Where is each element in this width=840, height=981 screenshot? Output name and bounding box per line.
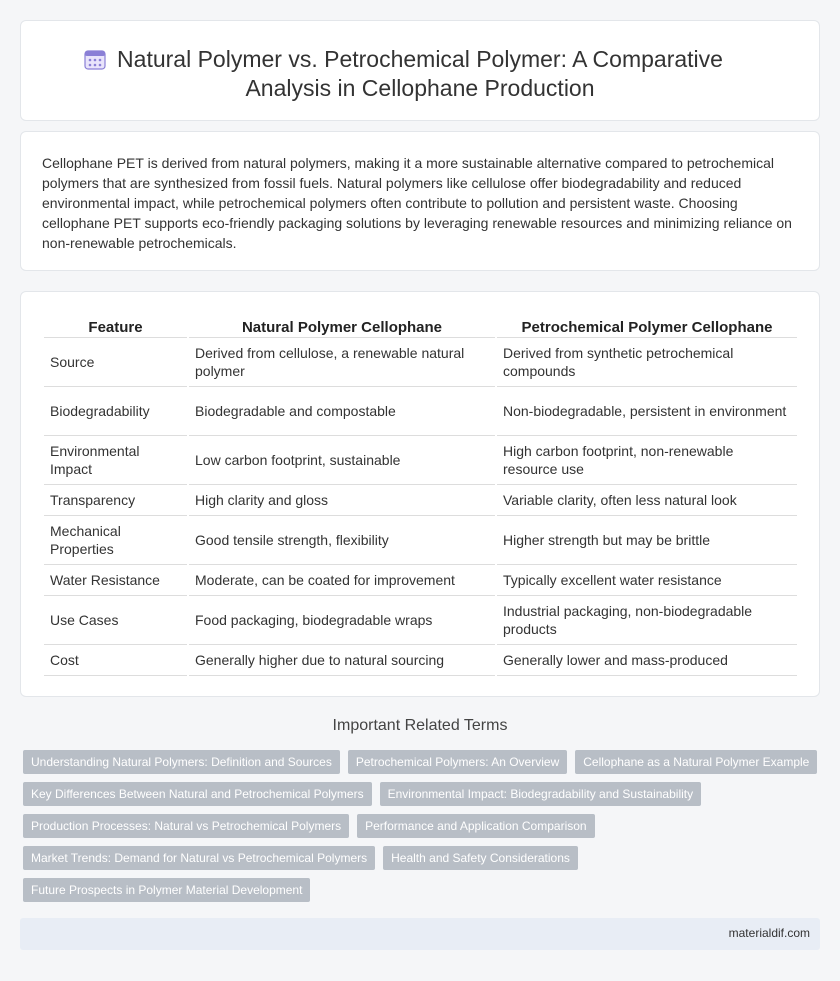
table-cell: Non-biodegradable, persistent in environment (497, 387, 797, 436)
table-row (44, 645, 797, 676)
title-card (20, 20, 820, 121)
table-cell: Environmental Impact (44, 436, 187, 485)
table-row (44, 338, 797, 387)
table-cell: Typically excellent water resistance (497, 565, 797, 596)
table-row (44, 485, 797, 516)
page-title: Natural Polymer vs. Petrochemical Polymer: A Comparative Analysis in Cellophane Production (117, 46, 723, 101)
table-row (44, 565, 797, 596)
related-term-link[interactable]: Future Prospects in Polymer Material Development (23, 878, 310, 902)
table-cell: Mechanical Properties (44, 516, 187, 565)
table-row (44, 516, 797, 565)
table-cell: Transparency (44, 485, 187, 516)
table-cell: High clarity and gloss (189, 485, 495, 516)
table-cell: Food packaging, biodegradable wraps (189, 596, 495, 645)
related-terms-heading: Important Related Terms (332, 717, 508, 734)
table-cell: Good tensile strength, flexibility (189, 516, 495, 565)
related-term-link[interactable]: Cellophane as a Natural Polymer Example (575, 750, 817, 774)
related-term-link[interactable]: Performance and Application Comparison (357, 814, 594, 838)
table-cell: Biodegradability (44, 387, 187, 436)
table-cell: Low carbon footprint, sustainable (189, 436, 495, 485)
table-cell: Derived from synthetic petrochemical compounds (497, 338, 797, 387)
footer-site-link[interactable]: materialdif.com (728, 926, 810, 940)
table-cell: Variable clarity, often less natural look (497, 485, 797, 516)
table-cell: Water Resistance (44, 565, 187, 596)
header-natural: Natural Polymer Cellophane (189, 314, 495, 338)
intro-paragraph: Cellophane PET is derived from natural polymers, making it a more sustainable alternative compared to petrochemical polymers that are synthesized from fossil fuels. Natural polymers like cellulose offer biodegradability and reduced environmental impact, while petrochemical polymers often contribute to pollution and persistent waste. Choosing cellophane PET supports eco-friendly packaging solutions by leveraging renewable resources and minimizing reliance on non-renewable petrochemicals. (42, 155, 792, 251)
related-term-link[interactable]: Petrochemical Polymers: An Overview (348, 750, 567, 774)
related-term-link[interactable]: Key Differences Between Natural and Petrochemical Polymers (23, 782, 372, 806)
table-cell: Generally higher due to natural sourcing (189, 645, 495, 676)
table-cell: Use Cases (44, 596, 187, 645)
table-cell: Generally lower and mass-produced (497, 645, 797, 676)
related-term-link[interactable]: Market Trends: Demand for Natural vs Petrochemical Polymers (23, 846, 375, 870)
related-terms-list (23, 750, 823, 902)
comparison-table-card (20, 291, 820, 697)
table-cell: High carbon footprint, non-renewable resource use (497, 436, 797, 485)
table-cell: Cost (44, 645, 187, 676)
related-term-link[interactable]: Environmental Impact: Biodegradability and Sustainability (380, 782, 702, 806)
table-row (44, 387, 797, 436)
table-row (44, 436, 797, 485)
related-term-link[interactable]: Health and Safety Considerations (383, 846, 578, 870)
table-cell: Source (44, 338, 187, 387)
footer (20, 918, 820, 950)
table-cell: Industrial packaging, non-biodegradable products (497, 596, 797, 645)
table-cell: Derived from cellulose, a renewable natural polymer (189, 338, 495, 387)
table-header-row (44, 314, 797, 338)
table-cell: Biodegradable and compostable (189, 387, 495, 436)
header-feature: Feature (44, 314, 187, 338)
related-term-link[interactable]: Understanding Natural Polymers: Definition and Sources (23, 750, 340, 774)
comparison-table (42, 314, 799, 676)
related-term-link[interactable]: Production Processes: Natural vs Petrochemical Polymers (23, 814, 349, 838)
header-petrochemical: Petrochemical Polymer Cellophane (497, 314, 797, 338)
intro-card (20, 131, 820, 271)
table-row (44, 596, 797, 645)
table-cell: Higher strength but may be brittle (497, 516, 797, 565)
table-cell: Moderate, can be coated for improvement (189, 565, 495, 596)
